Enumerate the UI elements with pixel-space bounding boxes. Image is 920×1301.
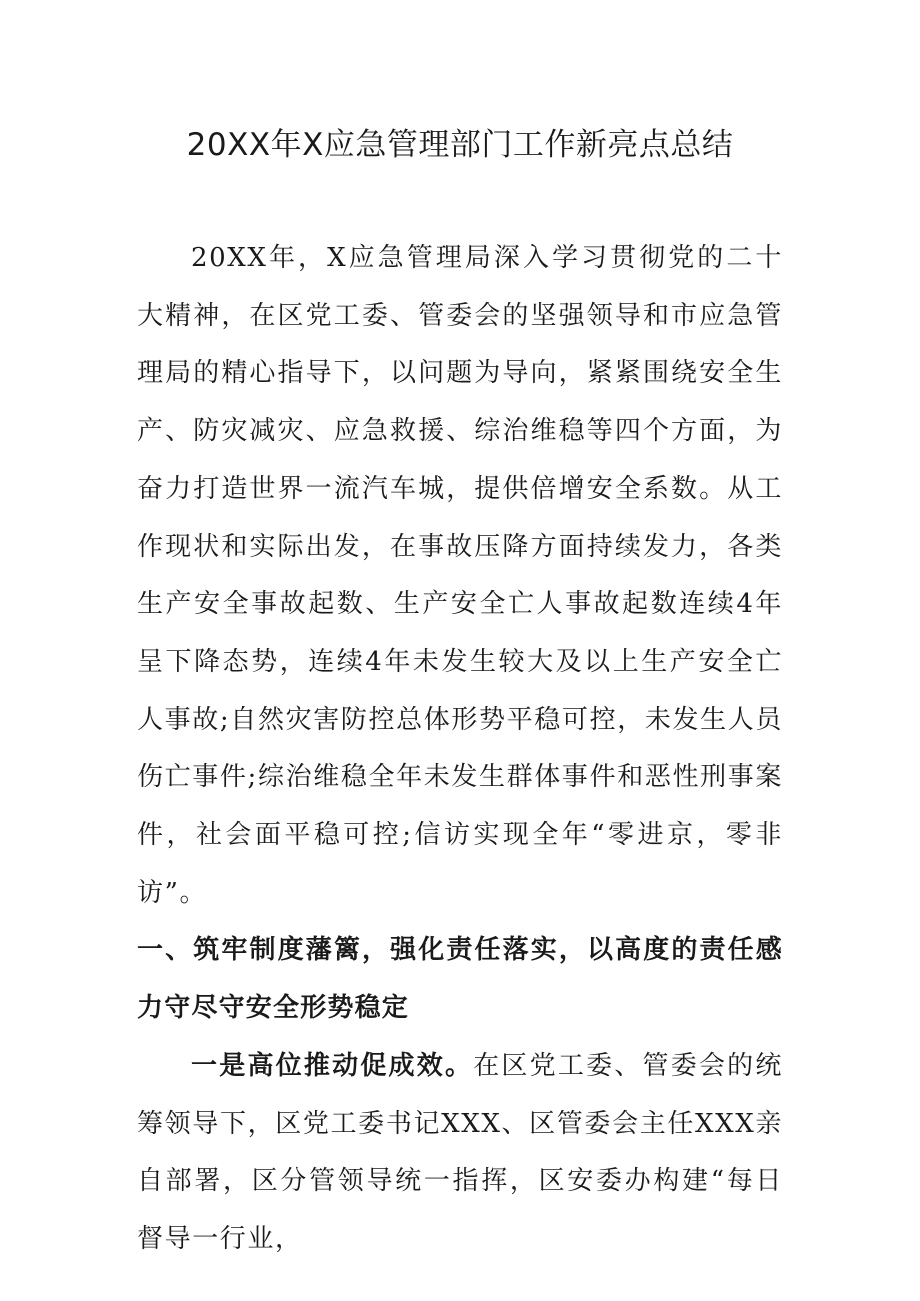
paragraph-lead: 一是高位推动促成效。 — [191, 1050, 474, 1081]
document-title: 20XX年X应急管理部门工作新亮点总结 — [186, 127, 734, 163]
section-heading: 一、筑牢制度藩篱，强化责任落实，以高度的责任感力守尽守安全形势稳定 — [137, 935, 783, 1024]
paragraph-text: 在区党工委、管委会的统筹领导下，区党工委书记XXX、区管委会主任XXX亲自部署，区分管领导统一指挥，区安委办构建“每日督导一行业， — [137, 1050, 783, 1254]
section-paragraph — [137, 1038, 783, 1269]
document-body — [137, 230, 783, 1269]
intro-paragraph: 20XX年，X应急管理局深入学习贯彻党的二十大精神，在区党工委、管委会的坚强领导和市应急管理局的精心指导下，以问题为导向，紧紧围绕安全生产、防灾减灾、应急救援、综治维稳等四个方面，为奋力打造世界一流汽车城，提供倍增安全系数。从工作现状和实际出发，在事故压降方面持续发力，各类生产安全事故起数、生产安全亡人事故起数连续4年呈下降态势，连续4年未发生较大及以上生产安全亡人事故;自然灾害防控总体形势平稳可控，未发生人员伤亡事件;综治维稳全年未发生群体事件和恶性刑事案件，社会面平稳可控;信访实现全年“零进京，零非访”。 — [137, 243, 783, 908]
